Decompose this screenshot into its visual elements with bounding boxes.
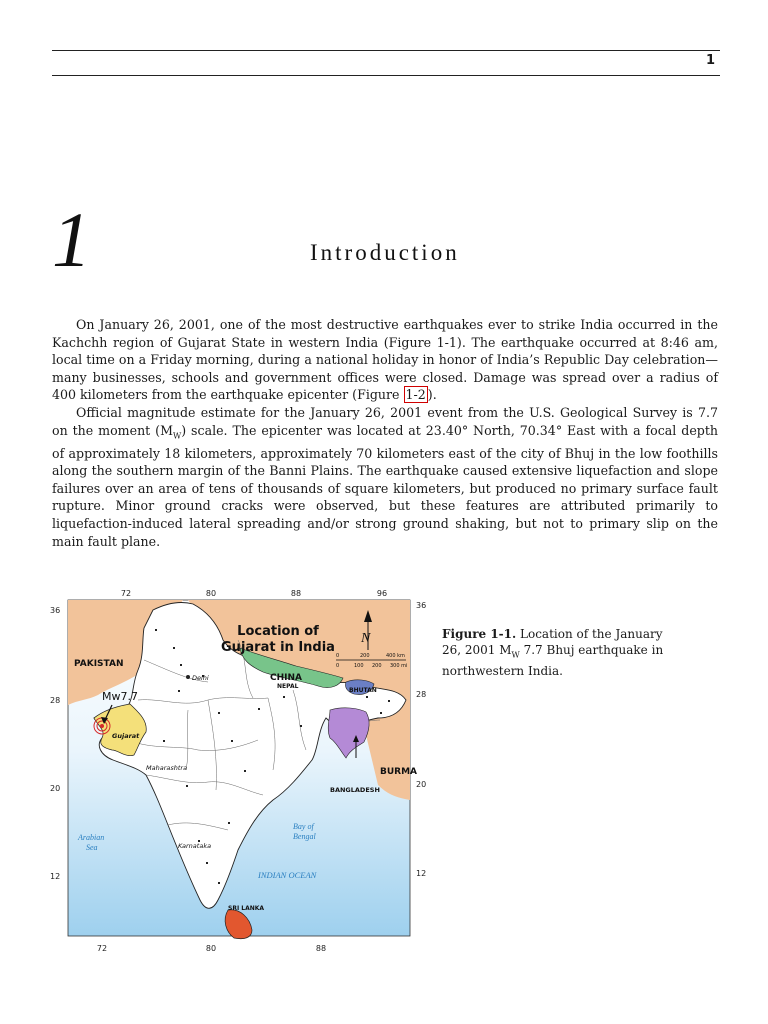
paragraph-2 xyxy=(52,404,718,550)
label-delhi: Delhi xyxy=(192,674,209,682)
label-china: CHINA xyxy=(270,673,302,683)
label-arabian-line1: Arabian xyxy=(78,833,105,842)
label-maharashtra: Maharashtra xyxy=(146,764,188,772)
caption-text-2: 7.7 Bhuj earthquake in northwestern India. xyxy=(442,643,664,679)
tick-right-3: 20 xyxy=(416,780,427,789)
tick-left-2: 28 xyxy=(50,696,61,705)
caption-label: Figure 1-1. xyxy=(442,627,517,641)
tick-top-3: 88 xyxy=(290,589,302,598)
tick-bottom-3: 88 xyxy=(315,944,327,953)
delhi-dot xyxy=(186,675,190,679)
figure-caption xyxy=(442,626,682,679)
tick-top-4: 96 xyxy=(376,589,388,598)
moment-subscript: W xyxy=(172,431,182,441)
label-gujarat: Gujarat xyxy=(112,732,140,740)
tick-left-3: 20 xyxy=(50,784,61,793)
chapter-number: 1 xyxy=(52,196,91,283)
paragraph-2-after: ) scale. The epicenter was located at 23.40° North, 70.34° East with a focal depth of approximately 18 kilometers, approximately 70 kilometers east of the city of Bhuj in the low foothills along the southern margin of the Banni Plains. The earthquake caused extensive liquefaction and slope failures over an area of tens of thousands of square kilometers, but produced no primary surface fault rupture. Minor ground cracks were observed, but these features are attributed primarily to liquefaction-induced lateral spreading and/or strong ground shaking, but not to primary slip on the main fault plane. xyxy=(52,422,719,549)
figure-1-2-link[interactable]: 1-2 xyxy=(405,387,426,403)
chapter-title: Introduction xyxy=(310,240,460,265)
tick-right-2: 28 xyxy=(416,690,427,699)
paragraph-1-text: On January 26, 2001, one of the most destructive earthquakes ever to strike India occurred in the Kachchh region of Gujarat State in western India (Figure 1-1). The earthquake occurred at 8:46 am, local time on a Friday morning, during a national holiday in honor of India’s Republic Day celebration—many businesses, schools and government offices were closed. Damage was spread over a radius of 400 kilometers from the earthquake epicenter ( xyxy=(52,317,718,403)
label-indian-ocean: INDIAN OCEAN xyxy=(258,870,317,880)
paragraph-1 xyxy=(52,316,718,404)
tick-right-1: 36 xyxy=(416,601,427,610)
paragraph-1-ref-prefix: Figure xyxy=(357,387,404,403)
label-sri-lanka: SRI LANKA xyxy=(228,905,265,912)
india-map xyxy=(46,584,436,964)
label-bhutan: BHUTAN xyxy=(349,687,377,694)
scale-tick-mi-100: 100 xyxy=(354,663,364,669)
tick-top-1: 72 xyxy=(120,589,132,598)
scale-tick-0: 0 xyxy=(336,653,340,659)
map-title-line1: Location of xyxy=(237,624,319,639)
paragraph-2-before: Official magnitude estimate for the January 26, 2001 event from the U.S. Geological Survey is 7.7 on the moment (M xyxy=(52,404,718,438)
header-top-rule xyxy=(52,50,720,51)
scale-tick-200: 200 xyxy=(360,653,370,659)
label-pakistan: PAKISTAN xyxy=(74,659,124,669)
label-mw: Mw7.7 xyxy=(102,690,138,703)
map-title-line2: Gujarat in India xyxy=(221,640,335,655)
epicenter-marker xyxy=(100,724,104,728)
label-bangladesh: BANGLADESH xyxy=(330,786,380,794)
tick-bottom-2: 80 xyxy=(205,944,217,953)
scale-tick-mi-0: 0 xyxy=(336,663,340,669)
tick-right-4: 12 xyxy=(416,869,427,878)
north-label: N xyxy=(361,631,371,646)
label-karnataka: Karnataka xyxy=(178,842,212,850)
header-bottom-rule xyxy=(52,75,720,76)
india-map-figure xyxy=(46,584,436,964)
scale-tick-mi-200: 200 xyxy=(372,663,382,669)
caption-text-1: Location of the January 26, 2001 M xyxy=(442,627,663,657)
scale-tick-mi-300: 300 mi xyxy=(390,663,408,669)
tick-bottom-1: 72 xyxy=(96,944,108,953)
caption-subscript: W xyxy=(511,650,520,660)
tick-left-1: 36 xyxy=(50,606,61,615)
label-burma: BURMA xyxy=(380,767,418,777)
page-number: 1 xyxy=(706,53,716,68)
body-text xyxy=(52,316,718,550)
label-nepal: NEPAL xyxy=(277,683,299,690)
label-bay-line2: Bengal xyxy=(293,832,316,841)
label-bay-line1: Bay of xyxy=(293,822,314,831)
scale-tick-400: 400 km xyxy=(386,653,405,659)
tick-top-2: 80 xyxy=(205,589,217,598)
paragraph-1-suffix: ). xyxy=(427,387,437,403)
tick-left-4: 12 xyxy=(50,872,61,881)
label-arabian-line2: Sea xyxy=(86,843,98,852)
